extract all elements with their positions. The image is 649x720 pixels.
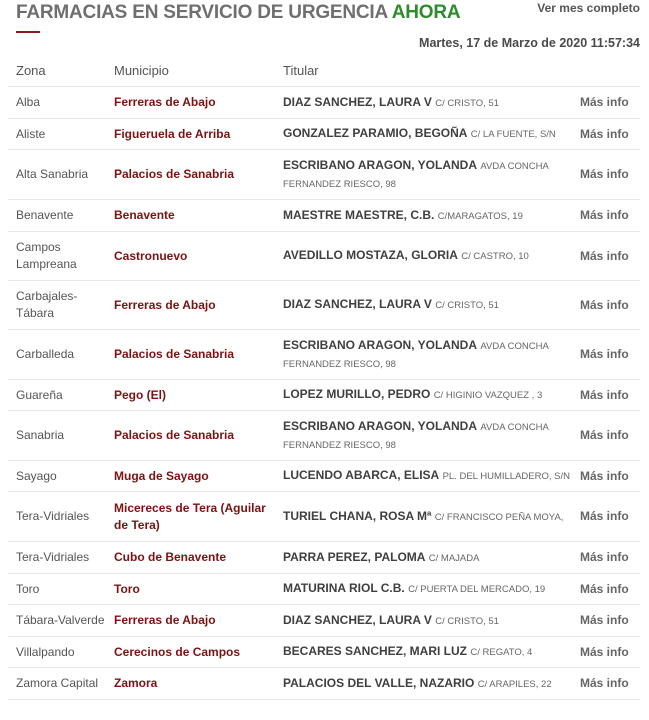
titular-address: C/ PUERTA DEL MERCADO, 19 [408,584,546,595]
titular-cell [275,542,572,574]
table-row [8,542,640,574]
titular-name: ESCRIBANO ARAGON, YOLANDA [283,418,478,433]
table-row [8,637,640,668]
more-info-link[interactable]: Más info [572,637,640,668]
table-row [8,605,640,637]
titular-name: TURIEL CHANA, ROSA Mª [283,508,432,523]
more-info-link[interactable]: Más info [572,542,640,574]
titular-name: PALACIOS DEL VALLE, NAZARIO [283,675,475,690]
titular-name: ESCRIBANO ARAGON, YOLANDA [283,157,478,172]
table-row [8,668,640,700]
titular-name: DIAZ SANCHEZ, LAURA V [283,94,432,109]
zona-cell: Sanabria [8,411,106,461]
titular-cell [275,200,572,232]
titular-address: C/MARAGATOS, 19 [437,210,523,222]
titular-address: C/ CASTRO, 10 [461,251,529,262]
table-row [8,200,640,232]
zona-cell: Sayago [8,461,106,492]
table-row [8,150,640,200]
table-row [8,330,640,380]
titular-address: C/ HIGINIO VAZQUEZ , 3 [433,390,543,401]
current-datetime: Martes, 17 de Marzo de 2020 11:57:34 [419,36,640,50]
zona-cell: Campos Lampreana [8,232,106,281]
table-row [8,380,640,411]
titular-name: MAESTRE MAESTRE, C.B. [283,207,435,222]
titular-address: C/ MAJADA [428,552,480,564]
municipio-cell: Zamora [106,668,275,700]
table-body [8,87,640,700]
table-row [8,281,640,330]
titular-address: C/ ARAPILES, 22 [477,678,552,690]
page-title [16,2,460,24]
zona-cell: Alta Sanabria [8,150,106,200]
table-row [8,574,640,605]
municipio-cell: Palacios de Sanabria [106,411,275,461]
titular-address: C/ CRISTO, 51 [435,615,499,627]
zona-cell: Villalpando [8,637,106,668]
more-info-link[interactable]: Más info [572,461,640,492]
titular-cell [275,574,572,605]
more-info-link[interactable]: Más info [572,232,640,281]
titular-cell [275,232,572,281]
more-info-link[interactable]: Más info [572,150,640,200]
table-row [8,87,640,119]
table-row [8,461,640,492]
titular-cell [275,637,572,668]
zona-cell: Tera-Vidriales [8,542,106,574]
titular-address: PL. DEL HUMILLADERO, S/N [442,471,570,482]
municipio-cell: Palacios de Sanabria [106,330,275,380]
zona-cell: Tera-Vidriales [8,492,106,542]
municipio-cell: Cubo de Benavente [106,542,275,574]
titular-address: C/ LA FUENTE, S/N [470,129,556,140]
titular-cell [275,605,572,637]
titular-address: C/ FRANCISCO PEÑA MOYA, [434,511,564,523]
titular-cell [275,281,572,330]
titular-cell [275,492,572,542]
titular-cell [275,330,572,380]
municipio-cell: Micereces de Tera (Aguilar de Tera) [106,492,275,542]
table-header-row [8,55,640,87]
titular-cell [275,119,572,150]
municipio-cell: Toro [106,574,275,605]
titular-address: AVDA CONCHA FERNANDEZ RIESCO, 98 [283,340,549,370]
municipio-cell: Muga de Sayago [106,461,275,492]
more-info-link[interactable]: Más info [572,411,640,461]
more-info-link[interactable]: Más info [572,330,640,380]
more-info-link[interactable]: Más info [572,119,640,150]
more-info-link[interactable]: Más info [572,605,640,637]
see-full-month-link[interactable]: Ver mes completo [537,1,640,15]
more-info-link[interactable]: Más info [572,281,640,330]
titular-cell [275,150,572,200]
more-info-link[interactable]: Más info [572,380,640,411]
titular-name: MATURINA RIOL C.B. [283,581,405,595]
titular-name: BECARES SANCHEZ, MARI LUZ [283,644,468,658]
zona-cell: Carbajales-Tábara [8,281,106,330]
column-header-municipio: Municipio [106,55,275,87]
zona-cell: Toro [8,574,106,605]
zona-cell: Alba [8,87,106,119]
titular-cell [275,461,572,492]
table-row [8,492,640,542]
titular-name: LUCENDO ABARCA, ELISA [283,468,440,482]
titular-name: ESCRIBANO ARAGON, YOLANDA [283,337,478,352]
column-header-info [572,55,640,87]
pharmacy-table [8,55,640,700]
zona-cell: Guareña [8,380,106,411]
column-header-titular: Titular [275,55,572,87]
table-row [8,411,640,461]
municipio-cell: Ferreras de Abajo [106,281,275,330]
municipio-cell: Pego (El) [106,380,275,411]
page-title-accent: AHORA [391,2,461,23]
titular-address: AVDA CONCHA FERNANDEZ RIESCO, 98 [283,160,549,190]
titular-name: AVEDILLO MOSTAZA, GLORIA [283,248,458,262]
more-info-link[interactable]: Más info [572,87,640,119]
municipio-cell: Figueruela de Arriba [106,119,275,150]
table-row [8,119,640,150]
municipio-cell: Benavente [106,200,275,232]
zona-cell: Carballeda [8,330,106,380]
titular-address: AVDA CONCHA FERNANDEZ RIESCO, 98 [283,421,549,451]
more-info-link[interactable]: Más info [572,492,640,542]
titular-cell [275,380,572,411]
titular-cell [275,668,572,700]
titular-name: DIAZ SANCHEZ, LAURA V [283,297,432,311]
zona-cell: Tábara-Valverde [8,605,106,637]
municipio-cell: Cerecinos de Campos [106,637,275,668]
zona-cell: Aliste [8,119,106,150]
titular-name: PARRA PEREZ, PALOMA [283,549,426,564]
titular-cell [275,87,572,119]
titular-name: DIAZ SANCHEZ, LAURA V [283,612,432,627]
municipio-cell: Castronuevo [106,232,275,281]
page-title-main: FARMACIAS EN SERVICIO DE URGENCIA [16,2,392,23]
more-info-link[interactable]: Más info [572,574,640,605]
titular-name: GONZALEZ PARAMIO, BEGOÑA [283,126,468,140]
more-info-link[interactable]: Más info [572,668,640,700]
more-info-link[interactable]: Más info [572,200,640,232]
title-underline [16,31,40,33]
municipio-cell: Ferreras de Abajo [106,605,275,637]
municipio-cell: Palacios de Sanabria [106,150,275,200]
zona-cell: Zamora Capital [8,668,106,700]
column-header-zona: Zona [8,55,106,87]
page-header [0,0,649,60]
titular-address: C/ CRISTO, 51 [435,300,499,311]
municipio-cell: Ferreras de Abajo [106,87,275,119]
titular-address: C/ CRISTO, 51 [435,97,499,109]
titular-name: LOPEZ MURILLO, PEDRO [283,387,431,401]
titular-cell [275,411,572,461]
zona-cell: Benavente [8,200,106,232]
table-row [8,232,640,281]
titular-address: C/ REGATO, 4 [470,647,533,658]
